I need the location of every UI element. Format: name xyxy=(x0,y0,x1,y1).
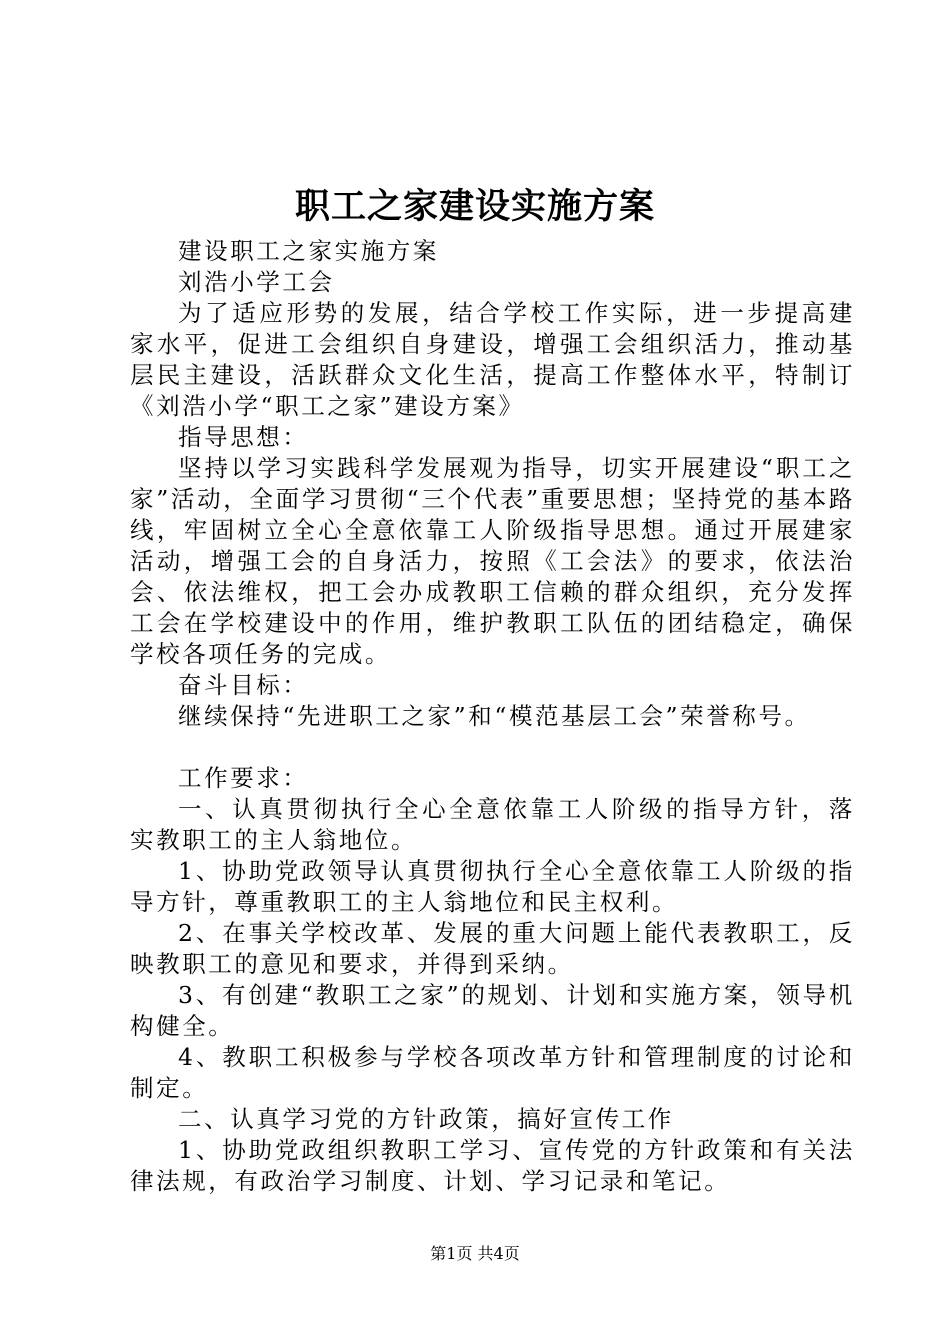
paragraph-item-1-3: 3、有创建“教职工之家”的规划、计划和实施方案，领导机构健全。 xyxy=(130,981,855,1040)
paragraph-item-1-2: 2、在事关学校改革、发展的重大问题上能代表教职工，反映教职工的意见和要求，并得到采纳。 xyxy=(130,919,855,978)
paragraph-guiding-ideology: 坚持以学习实践科学发展观为指导，切实开展建设“职工之家”活动，全面学习贯彻“三个代表”重要思想；坚持党的基本路线，牢固树立全心全意依靠工人阶级指导思想。通过开展建家活动，增强工会的自身活力，按照《工会法》的要求，依法治会、依法维权，把工会办成教职工信赖的群众组织，充分发挥工会在学校建设中的作用，维护教职工队伍的团结稳定，确保学校各项任务的完成。 xyxy=(130,454,855,668)
paragraph-subtitle: 建设职工之家实施方案 xyxy=(178,237,439,265)
paragraph-section-two: 二、认真学习党的方针政策，搞好宣传工作 xyxy=(178,1105,674,1133)
paragraph-item-1-4: 4、教职工积极参与学校各项改革方针和管理制度的讨论和制定。 xyxy=(130,1043,855,1102)
heading-guiding-ideology: 指导思想： xyxy=(178,423,309,451)
paragraph-section-one: 一、认真贯彻执行全心全意依靠工人阶级的指导方针，落实教职工的主人翁地位。 xyxy=(130,795,855,854)
paragraph-item-1-1: 1、协助党政领导认真贯彻执行全心全意依靠工人阶级的指导方针，尊重教职工的主人翁地位和民主权利。 xyxy=(130,857,855,916)
heading-goal: 奋斗目标： xyxy=(178,671,309,699)
paragraph-goal: 继续保持“先进职工之家”和“模范基层工会”荣誉称号。 xyxy=(178,702,811,730)
document-title: 职工之家建设实施方案 xyxy=(294,186,655,227)
paragraph-item-2-1: 1、协助党政组织教职工学习、宣传党的方针政策和有关法律法规，有政治学习制度、计划、学习记录和笔记。 xyxy=(130,1136,855,1195)
page-number-footer: 第1页 共4页 xyxy=(430,1244,520,1263)
heading-work-requirements: 工作要求： xyxy=(178,764,309,792)
document-body xyxy=(130,236,855,1197)
paragraph-introduction: 为了适应形势的发展，结合学校工作实际，进一步提高建家水平，促进工会组织自身建设，增强工会组织活力，推动基层民主建设，活跃群众文化生活，提高工作整体水平，特制订《刘浩小学“职工之家”建设方案》 xyxy=(130,299,855,420)
paragraph-organization: 刘浩小学工会 xyxy=(178,268,335,296)
